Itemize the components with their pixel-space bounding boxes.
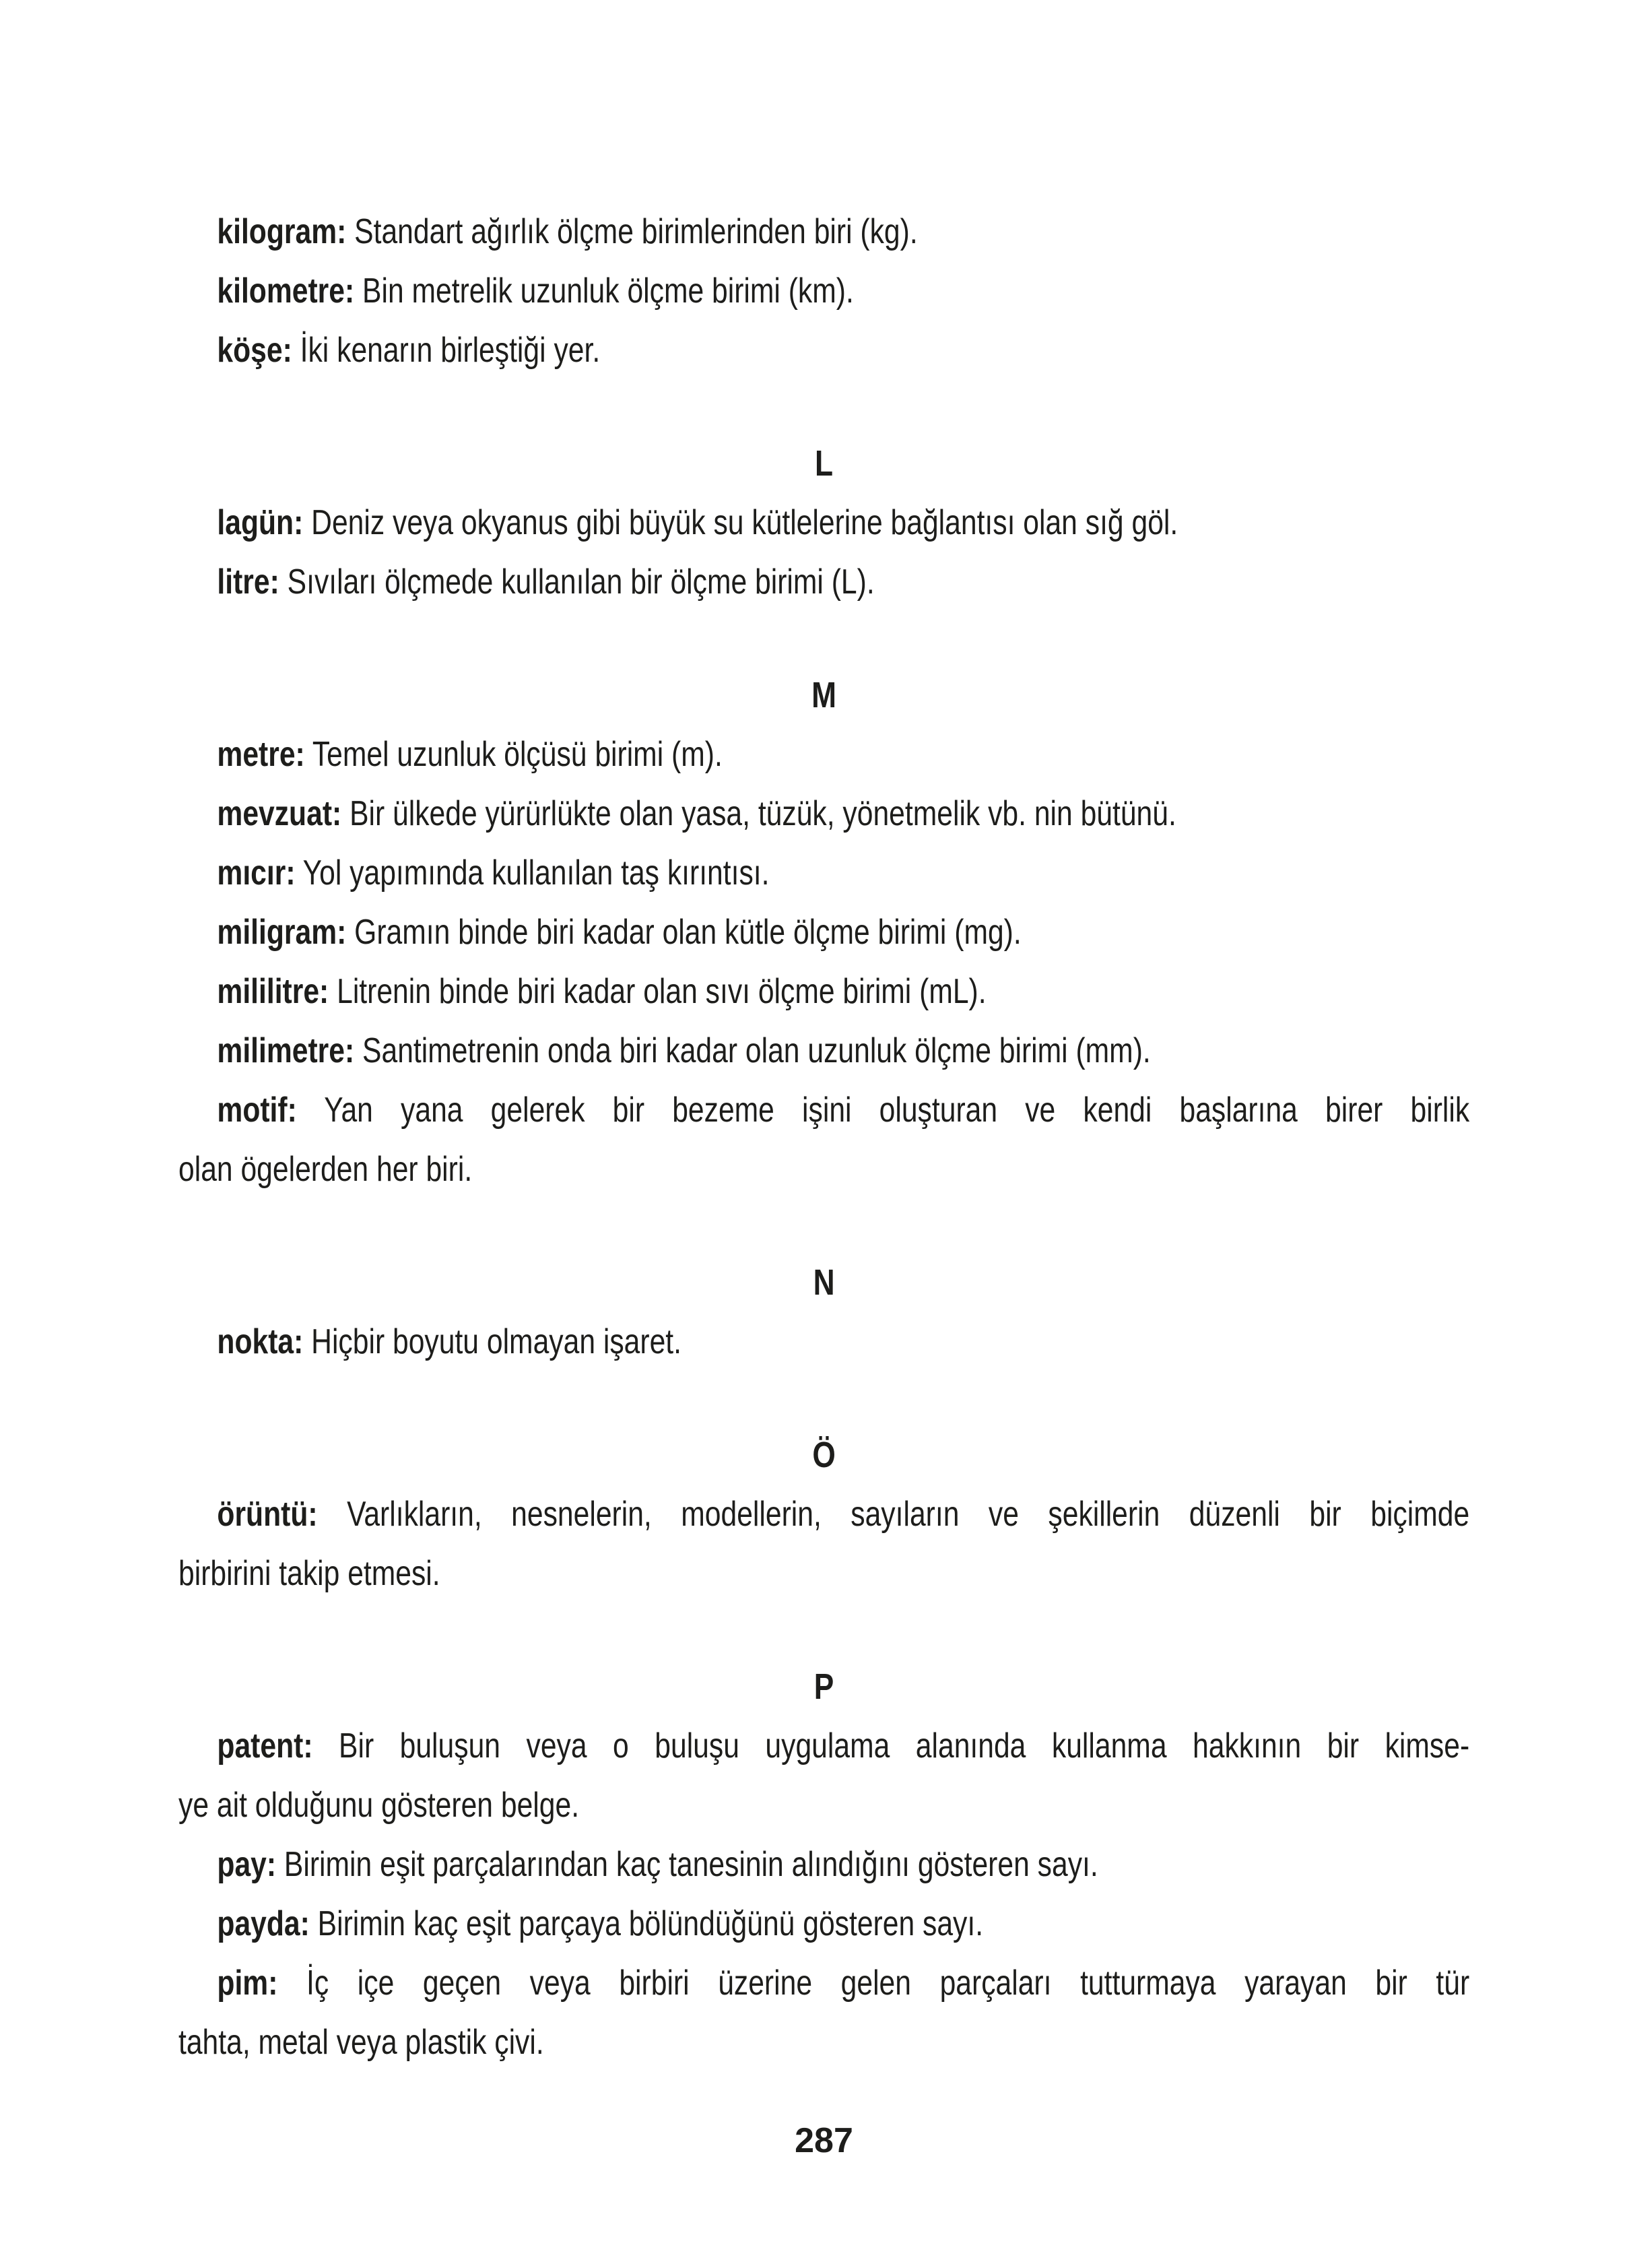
entry-term: pay: (217, 1845, 277, 1884)
entry-term: mıcır: (217, 853, 296, 893)
entry-term: mililitre: (217, 972, 329, 1011)
section-heading: L (815, 443, 834, 484)
glossary-entry (178, 1835, 1469, 1894)
glossary-entry (178, 843, 1469, 903)
entry-line: mevzuat: Bir ülkede yürürlükte olan yasa, tüzük, yönetmelik vb. nin bütünü. (217, 794, 1176, 833)
entry-line: payda: Birimin kaç eşit parçaya bölündüğünü gösteren sayı. (217, 1904, 984, 1943)
glossary-entry (178, 552, 1469, 612)
entry-line: motif: Yan yana gelerek bir bezeme işini oluşturan ve kendi başlarına birer birlik (217, 1091, 1470, 1130)
glossary-entry (178, 1716, 1469, 1835)
entry-term: kilometre: (217, 271, 355, 311)
glossary-entry (178, 321, 1469, 380)
entry-term: lagün: (217, 503, 304, 542)
glossary (178, 202, 1469, 2072)
section-heading: N (813, 1262, 835, 1303)
entry-line: mıcır: Yol yapımında kullanılan taş kırıntısı. (217, 853, 770, 893)
entry-line: litre: Sıvıları ölçmede kullanılan bir ölçme birimi (L). (217, 562, 875, 602)
glossary-entry (178, 1080, 1469, 1199)
entry-line: nokta: Hiçbir boyutu olmayan işaret. (217, 1322, 681, 1361)
entry-line: miligram: Gramın binde biri kadar olan kütle ölçme birimi (mg). (217, 913, 1022, 952)
glossary-entry (178, 1894, 1469, 1953)
section-heading: Ö (812, 1435, 836, 1475)
entry-line: milimetre: Santimetrenin onda biri kadar olan uzunluk ölçme birimi (mm). (217, 1031, 1151, 1070)
entry-term: mevzuat: (217, 794, 342, 833)
entry-line: pay: Birimin eşit parçalarından kaç tanesinin alındığını gösteren sayı. (217, 1845, 1098, 1884)
entry-term: milimetre: (217, 1031, 355, 1070)
entry-line: metre: Temel uzunluk ölçüsü birimi (m). (217, 735, 723, 774)
entry-term: payda: (217, 1904, 310, 1943)
glossary-entry (178, 725, 1469, 784)
section-heading: P (813, 1666, 834, 1707)
page-number: 287 (795, 2121, 853, 2160)
glossary-entry (178, 493, 1469, 552)
entry-line: kilogram: Standart ağırlık ölçme birimlerinden biri (kg). (217, 212, 918, 251)
glossary-entry (178, 202, 1469, 261)
entry-term: miligram: (217, 913, 347, 952)
entry-line: patent: Bir buluşun veya o buluşu uygulama alanında kullanma hakkının bir kimse- (217, 1726, 1470, 1765)
entry-line: köşe: İki kenarın birleştiği yer. (217, 331, 601, 370)
entry-term: örüntü: (217, 1495, 318, 1534)
entry-term: pim: (217, 1964, 278, 2003)
entry-term: nokta: (217, 1322, 304, 1361)
entry-term: köşe: (217, 331, 292, 370)
entry-line: örüntü: Varlıkların, nesnelerin, modellerin, sayıların ve şekillerin düzenli bir biçimde (217, 1495, 1470, 1534)
entry-line: pim: İç içe geçen veya birbiri üzerine gelen parçaları tutturmaya yarayan bir tür (217, 1964, 1470, 2003)
entry-term: metre: (217, 735, 305, 774)
entry-line: kilometre: Bin metrelik uzunluk ölçme birimi (km). (217, 271, 854, 311)
glossary-entry (178, 903, 1469, 962)
entry-term: litre: (217, 562, 279, 602)
entry-line: ye ait olduğunu gösteren belge. (178, 1786, 580, 1825)
entry-term: kilogram: (217, 212, 347, 251)
entry-line: birbirini takip etmesi. (178, 1554, 440, 1593)
entry-line: olan ögelerden her biri. (178, 1150, 473, 1189)
glossary-entry (178, 261, 1469, 321)
entry-line: mililitre: Litrenin binde biri kadar olan sıvı ölçme birimi (mL). (217, 972, 987, 1011)
section-heading: M (811, 675, 837, 715)
entry-term: patent: (217, 1726, 313, 1765)
glossary-entry (178, 1312, 1469, 1371)
glossary-entry (178, 962, 1469, 1021)
entry-line: tahta, metal veya plastik çivi. (178, 2023, 544, 2062)
glossary-entry (178, 1485, 1469, 1603)
glossary-entry (178, 784, 1469, 843)
glossary-entry (178, 1021, 1469, 1080)
entry-term: motif: (217, 1091, 297, 1130)
glossary-entry (178, 1953, 1469, 2072)
entry-line: lagün: Deniz veya okyanus gibi büyük su kütlelerine bağlantısı olan sığ göl. (217, 503, 1178, 542)
